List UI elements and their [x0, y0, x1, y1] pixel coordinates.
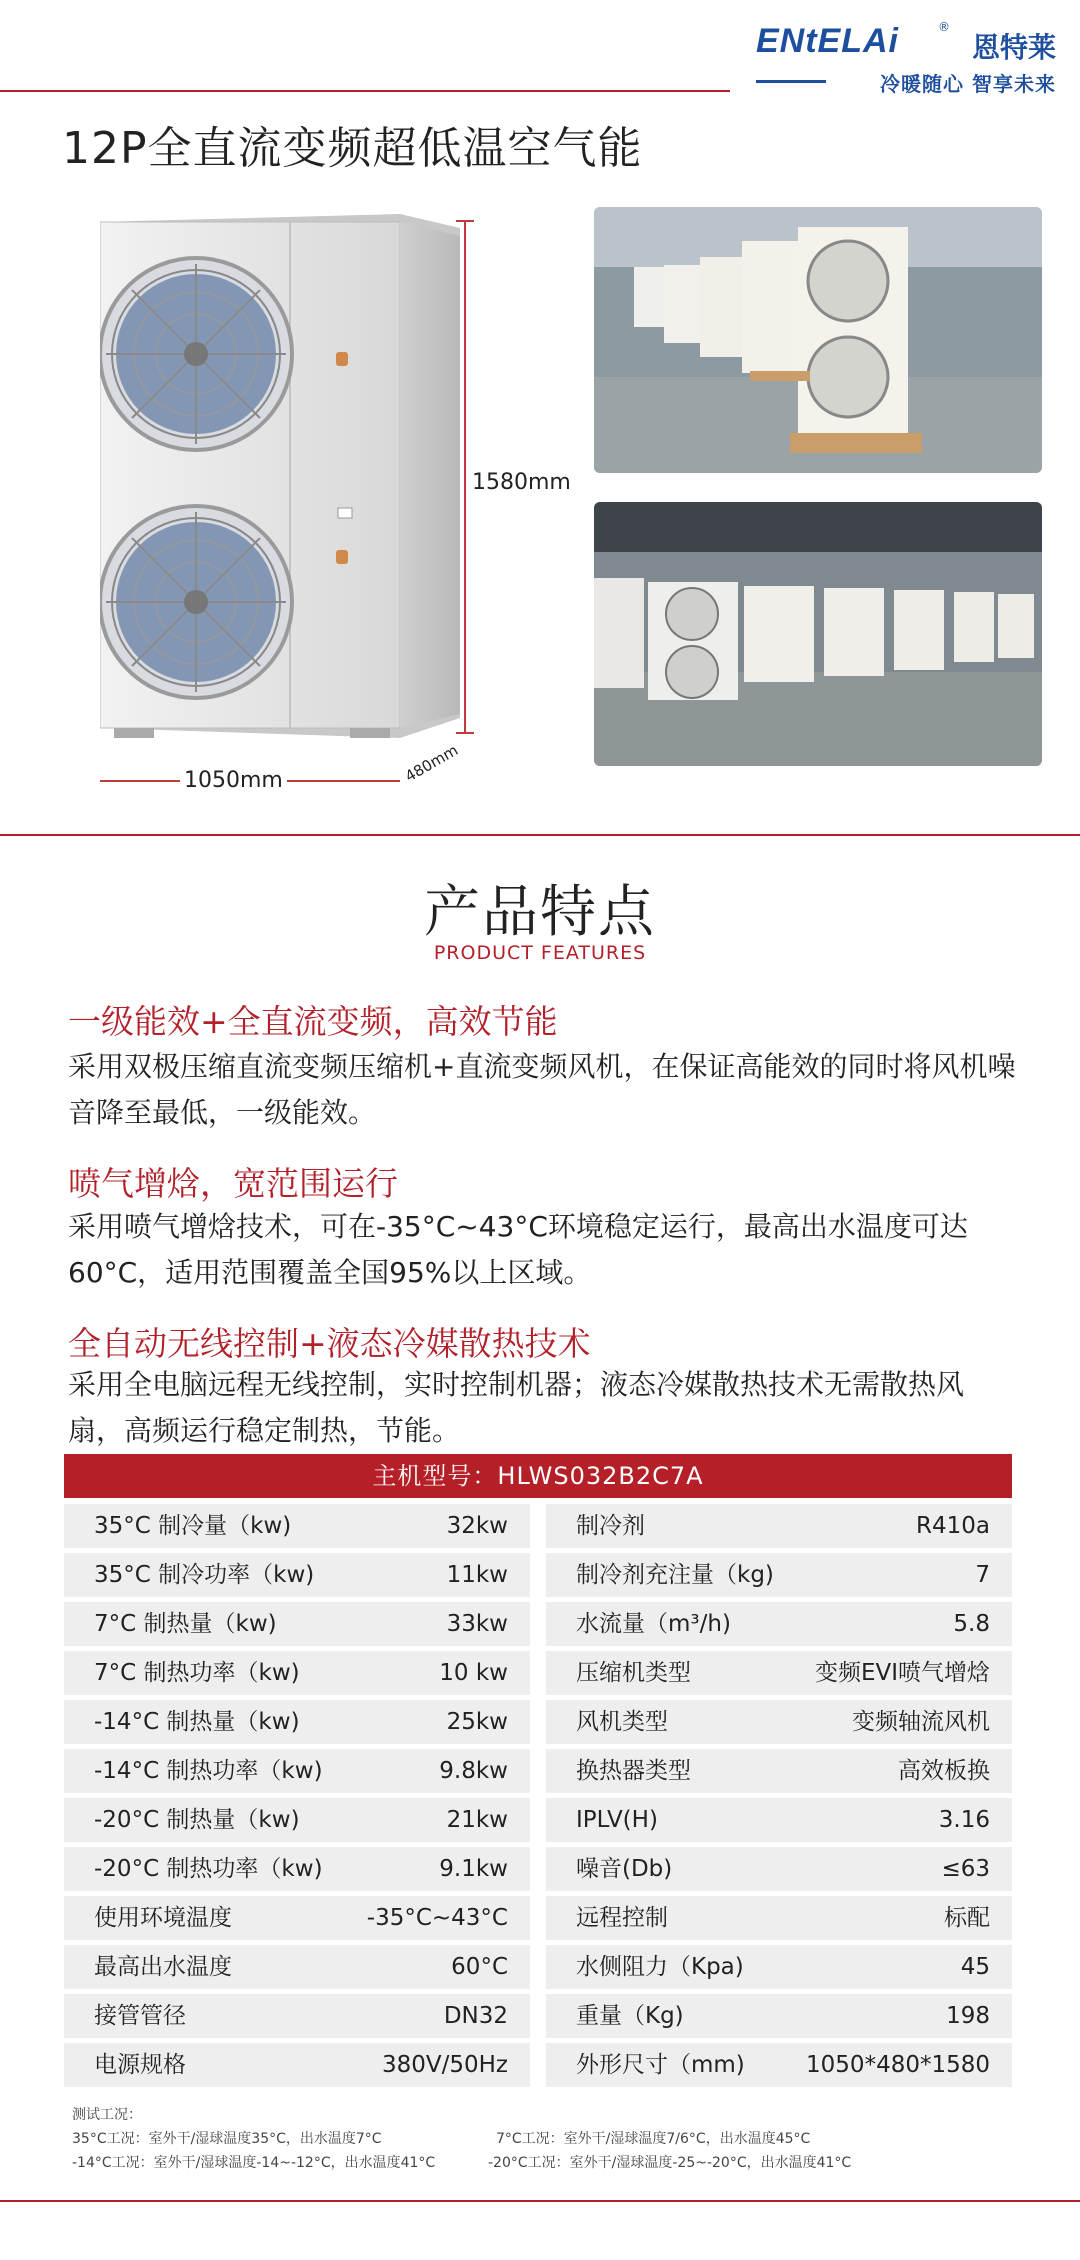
- spec-row: [64, 1896, 530, 1940]
- logo-chinese: 恩特莱: [971, 31, 1056, 64]
- logo-slogan: 冷暖随心 智享未来: [880, 72, 1056, 96]
- spec-value: R410a: [916, 1513, 990, 1539]
- spec-value: 高效板换: [898, 1758, 990, 1784]
- notes-title: 测试工况：: [72, 2107, 142, 2123]
- condition-minus20c: -20°C工况：室外干/湿球温度-25~-20°C，出水温度41°C: [488, 2155, 852, 2171]
- spec-key: 使用环境温度: [94, 1905, 232, 1931]
- spec-value: 60°C: [451, 1954, 508, 1980]
- spec-row: [64, 1798, 530, 1842]
- feature-text: 采用全电脑远程无线控制，实时控制机器；液态冷媒散热技术无需散热风扇，高频运行稳定制热，节能。: [68, 1368, 965, 1447]
- spec-key: 重量（Kg): [576, 2003, 684, 2029]
- spec-key: 换热器类型: [576, 1758, 691, 1784]
- height-dimension-cap-top: [456, 220, 474, 222]
- spec-value: 33kw: [446, 1611, 508, 1637]
- spec-key: -14°C 制热量（kw): [94, 1709, 300, 1735]
- spec-key: 压缩机类型: [576, 1660, 691, 1686]
- spec-value: 变频轴流风机: [852, 1709, 990, 1735]
- spec-key: 水流量（m³/h): [576, 1611, 731, 1637]
- features-subtitle: PRODUCT FEATURES: [433, 942, 647, 964]
- spec-row: [546, 1994, 1012, 2038]
- spec-row: [64, 1504, 530, 1548]
- spec-value: 7: [975, 1562, 990, 1588]
- spec-row: [64, 1994, 530, 2038]
- spec-row: [64, 1847, 530, 1891]
- spec-row: [64, 1700, 530, 1744]
- spec-key: 制冷剂: [576, 1513, 645, 1539]
- spec-value: 32kw: [446, 1513, 508, 1539]
- feature-text: 采用喷气增焓技术，可在-35°C~43°C环境稳定运行，最高出水温度可达60°C，适用范围覆盖全国95%以上区域。: [68, 1210, 968, 1289]
- height-dimension-line: [464, 220, 466, 732]
- spec-key: 外形尺寸（mm): [576, 2052, 745, 2078]
- brand-logo: [756, 22, 1056, 102]
- spec-key: IPLV(H): [576, 1807, 658, 1833]
- warehouse-photo-1: [594, 207, 1042, 473]
- condition-35c: 35°C工况：室外干/湿球温度35°C，出水温度7°C: [72, 2131, 382, 2147]
- page-title: 12P全直流变频超低温空气能: [62, 123, 643, 174]
- spec-value: 5.8: [953, 1611, 990, 1637]
- pipe-fitting-lower: [336, 550, 348, 564]
- spec-value: 25kw: [446, 1709, 508, 1735]
- section-divider: [0, 834, 1080, 836]
- spec-table-header: 主机型号：HLWS032B2C7A: [64, 1454, 1012, 1498]
- spec-row: [546, 1847, 1012, 1891]
- upper-fan: [100, 258, 292, 450]
- spec-key: 7°C 制热功率（kw): [94, 1660, 300, 1686]
- spec-row: [546, 1945, 1012, 1989]
- spec-value: ≤63: [941, 1856, 990, 1882]
- logo-registered-mark: ®: [938, 20, 950, 34]
- width-label: 1050mm: [180, 768, 287, 793]
- spec-value: 变频EVI喷气增焓: [814, 1660, 990, 1686]
- spec-value: DN32: [443, 2003, 508, 2029]
- spec-row: [64, 1651, 530, 1695]
- spec-row: [546, 1602, 1012, 1646]
- feature-heading: 喷气增焓，宽范围运行: [68, 1164, 398, 1203]
- spec-value: 标配: [944, 1905, 990, 1931]
- warehouse-photo-2: [594, 502, 1042, 766]
- spec-key: 制冷剂充注量（kg): [576, 1562, 774, 1588]
- spec-key: 风机类型: [576, 1709, 668, 1735]
- height-label: 1580mm: [472, 470, 571, 495]
- depth-label: 480mm: [402, 741, 462, 786]
- spec-row: [546, 1700, 1012, 1744]
- spec-value: 11kw: [446, 1562, 508, 1588]
- spec-key: 噪音(Db): [576, 1856, 673, 1882]
- spec-value: 9.1kw: [439, 1856, 508, 1882]
- spec-key: -20°C 制热功率（kw): [94, 1856, 323, 1882]
- spec-value: 21kw: [446, 1807, 508, 1833]
- spec-row: [546, 1749, 1012, 1793]
- spec-row: [546, 1896, 1012, 1940]
- logo-wordmark: ENtELAi: [756, 22, 899, 60]
- spec-row: [64, 2043, 530, 2087]
- spec-key: 接管管径: [94, 2003, 186, 2029]
- spec-row: [546, 1553, 1012, 1597]
- spec-key: 电源规格: [94, 2052, 186, 2078]
- spec-value: 1050*480*1580: [806, 2052, 990, 2078]
- logo-dash: [756, 80, 826, 83]
- pipe-fitting-upper: [336, 352, 348, 366]
- spec-value: 9.8kw: [439, 1758, 508, 1784]
- spec-row: [546, 1504, 1012, 1548]
- feature-text: 采用双极压缩直流变频压缩机+直流变频风机，在保证高能效的同时将风机噪音降至最低，一级能效。: [68, 1050, 1016, 1129]
- spec-key: 35°C 制冷功率（kw): [94, 1562, 315, 1588]
- footer-divider: [0, 2200, 1080, 2202]
- spec-value: 3.16: [938, 1807, 990, 1833]
- spec-key: -20°C 制热量（kw): [94, 1807, 300, 1833]
- spec-row: [546, 2043, 1012, 2087]
- spec-key: 远程控制: [576, 1905, 668, 1931]
- condition-7c: 7°C工况：室外干/湿球温度7/6°C，出水温度45°C: [496, 2131, 811, 2147]
- lower-fan: [100, 506, 292, 698]
- handle: [338, 508, 352, 518]
- spec-row: [64, 1602, 530, 1646]
- header-divider: [0, 90, 730, 92]
- spec-key: -14°C 制热功率（kw): [94, 1758, 323, 1784]
- spec-row: [64, 1749, 530, 1793]
- spec-key: 35°C 制冷量（kw): [94, 1513, 292, 1539]
- feature-heading: 全自动无线控制+液态冷媒散热技术: [68, 1324, 591, 1363]
- spec-row: [546, 1798, 1012, 1842]
- spec-value: 45: [960, 1954, 990, 1980]
- spec-key: 最高出水温度: [94, 1954, 232, 1980]
- spec-row: [64, 1945, 530, 1989]
- spec-key: 7°C 制热量（kw): [94, 1611, 277, 1637]
- feature-heading: 一级能效+全直流变频，高效节能: [68, 1002, 558, 1041]
- spec-row: [64, 1553, 530, 1597]
- condition-minus14c: -14°C工况：室外干/湿球温度-14~-12°C，出水温度41°C: [72, 2155, 436, 2171]
- height-dimension-cap-bottom: [456, 732, 474, 734]
- features-title: 产品特点: [424, 880, 656, 945]
- spec-key: 水侧阻力（Kpa): [576, 1954, 744, 1980]
- spec-value: 10 kw: [439, 1660, 508, 1686]
- spec-value: 380V/50Hz: [381, 2052, 508, 2078]
- spec-value: 198: [946, 2003, 990, 2029]
- heat-pump-unit-illustration: [100, 208, 460, 744]
- spec-row: [546, 1651, 1012, 1695]
- spec-value: -35°C~43°C: [366, 1905, 508, 1931]
